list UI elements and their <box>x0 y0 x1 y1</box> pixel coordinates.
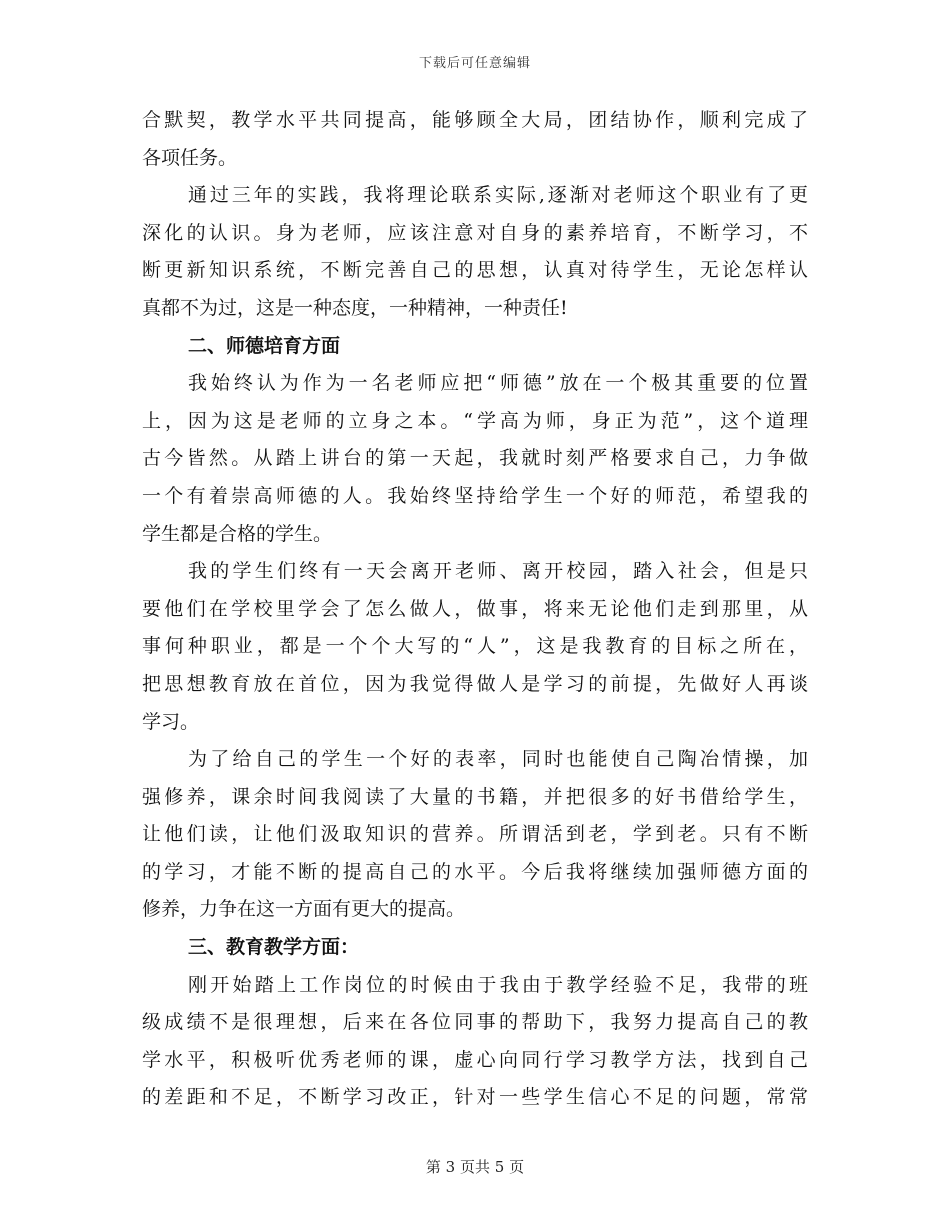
text-line: 学生都是合格的学生。 <box>142 522 333 545</box>
paragraph-start-line: 我始终认为作为一名老师应把“师德”放在一个极其重要的位置 <box>188 372 808 395</box>
paragraph-start-line: 我的学生们终有一天会离开老师、离开校园，踏入社会，但是只 <box>188 560 808 583</box>
section-heading: 三、教育教学方面： <box>188 936 360 959</box>
text-line: 合默契，教学水平共同提高，能够顾全大局，团结协作，顺利完成了 <box>142 109 808 131</box>
text-line: 一个有着崇高师德的人。我始终坚持给学生一个好的师范，希望我的 <box>142 484 808 507</box>
paragraph-start-line: 刚开始踏上工作岗位的时候由于我由于教学经验不足，我带的班 <box>188 973 808 996</box>
text-line: 学习。 <box>142 710 200 733</box>
paragraph-start-line: 通过三年的实践，我将理论联系实际,逐渐对老师这个职业有了更 <box>188 184 808 207</box>
text-line: 的差距和不足，不断学习改正，针对一些学生信心不足的问题，常常 <box>142 1086 808 1109</box>
text-line: 学水平，积极听优秀老师的课，虚心向同行学习教学方法，找到自己 <box>142 1048 808 1071</box>
text-line: 断更新知识系统，不断完善自己的思想，认真对待学生，无论怎样认 <box>142 259 808 282</box>
page-number-footer: 第 3 页共 5 页 <box>425 1158 525 1176</box>
document-body <box>142 102 808 1117</box>
text-line: 事何种职业，都是一个个大写的“人”，这是我教育的目标之所在， <box>142 635 808 658</box>
text-line: 深化的认识。身为老师，应该注意对自身的素养培育，不断学习，不 <box>142 221 808 244</box>
text-line: 让他们读，让他们汲取知识的营养。所谓活到老，学到老。只有不断 <box>142 823 808 846</box>
text-line: 上，因为这是老师的立身之本。“学高为师，身正为范”，这个道理 <box>142 409 808 432</box>
section-heading: 二、师德培育方面 <box>188 334 341 357</box>
text-line: 真都不为过，这是一种态度，一种精神，一种责任! <box>142 296 568 319</box>
page-header: 下载后可任意编辑 <box>418 56 531 71</box>
text-line: 级成绩不是很理想，后来在各位同事的帮助下，我努力提高自己的教 <box>142 1011 808 1034</box>
text-line: 把思想教育放在首位，因为我觉得做人是学习的前提，先做好人再谈 <box>142 672 808 695</box>
text-line: 的学习，才能不断的提高自己的水平。今后我将继续加强师德方面的 <box>142 860 808 883</box>
text-line: 古今皆然。从踏上讲台的第一天起，我就时刻严格要求自己，力争做 <box>142 447 808 470</box>
text-line: 各项任务。 <box>142 146 238 169</box>
text-line: 强修养，课余时间我阅读了大量的书籍，并把很多的好书借给学生， <box>142 785 808 808</box>
paragraph-start-line: 为了给自己的学生一个好的表率，同时也能使自己陶冶情操，加 <box>188 748 808 771</box>
text-line: 要他们在学校里学会了怎么做人，做事，将来无论他们走到那里，从 <box>142 597 808 620</box>
text-line: 修养，力争在这一方面有更大的提高。 <box>142 898 466 921</box>
